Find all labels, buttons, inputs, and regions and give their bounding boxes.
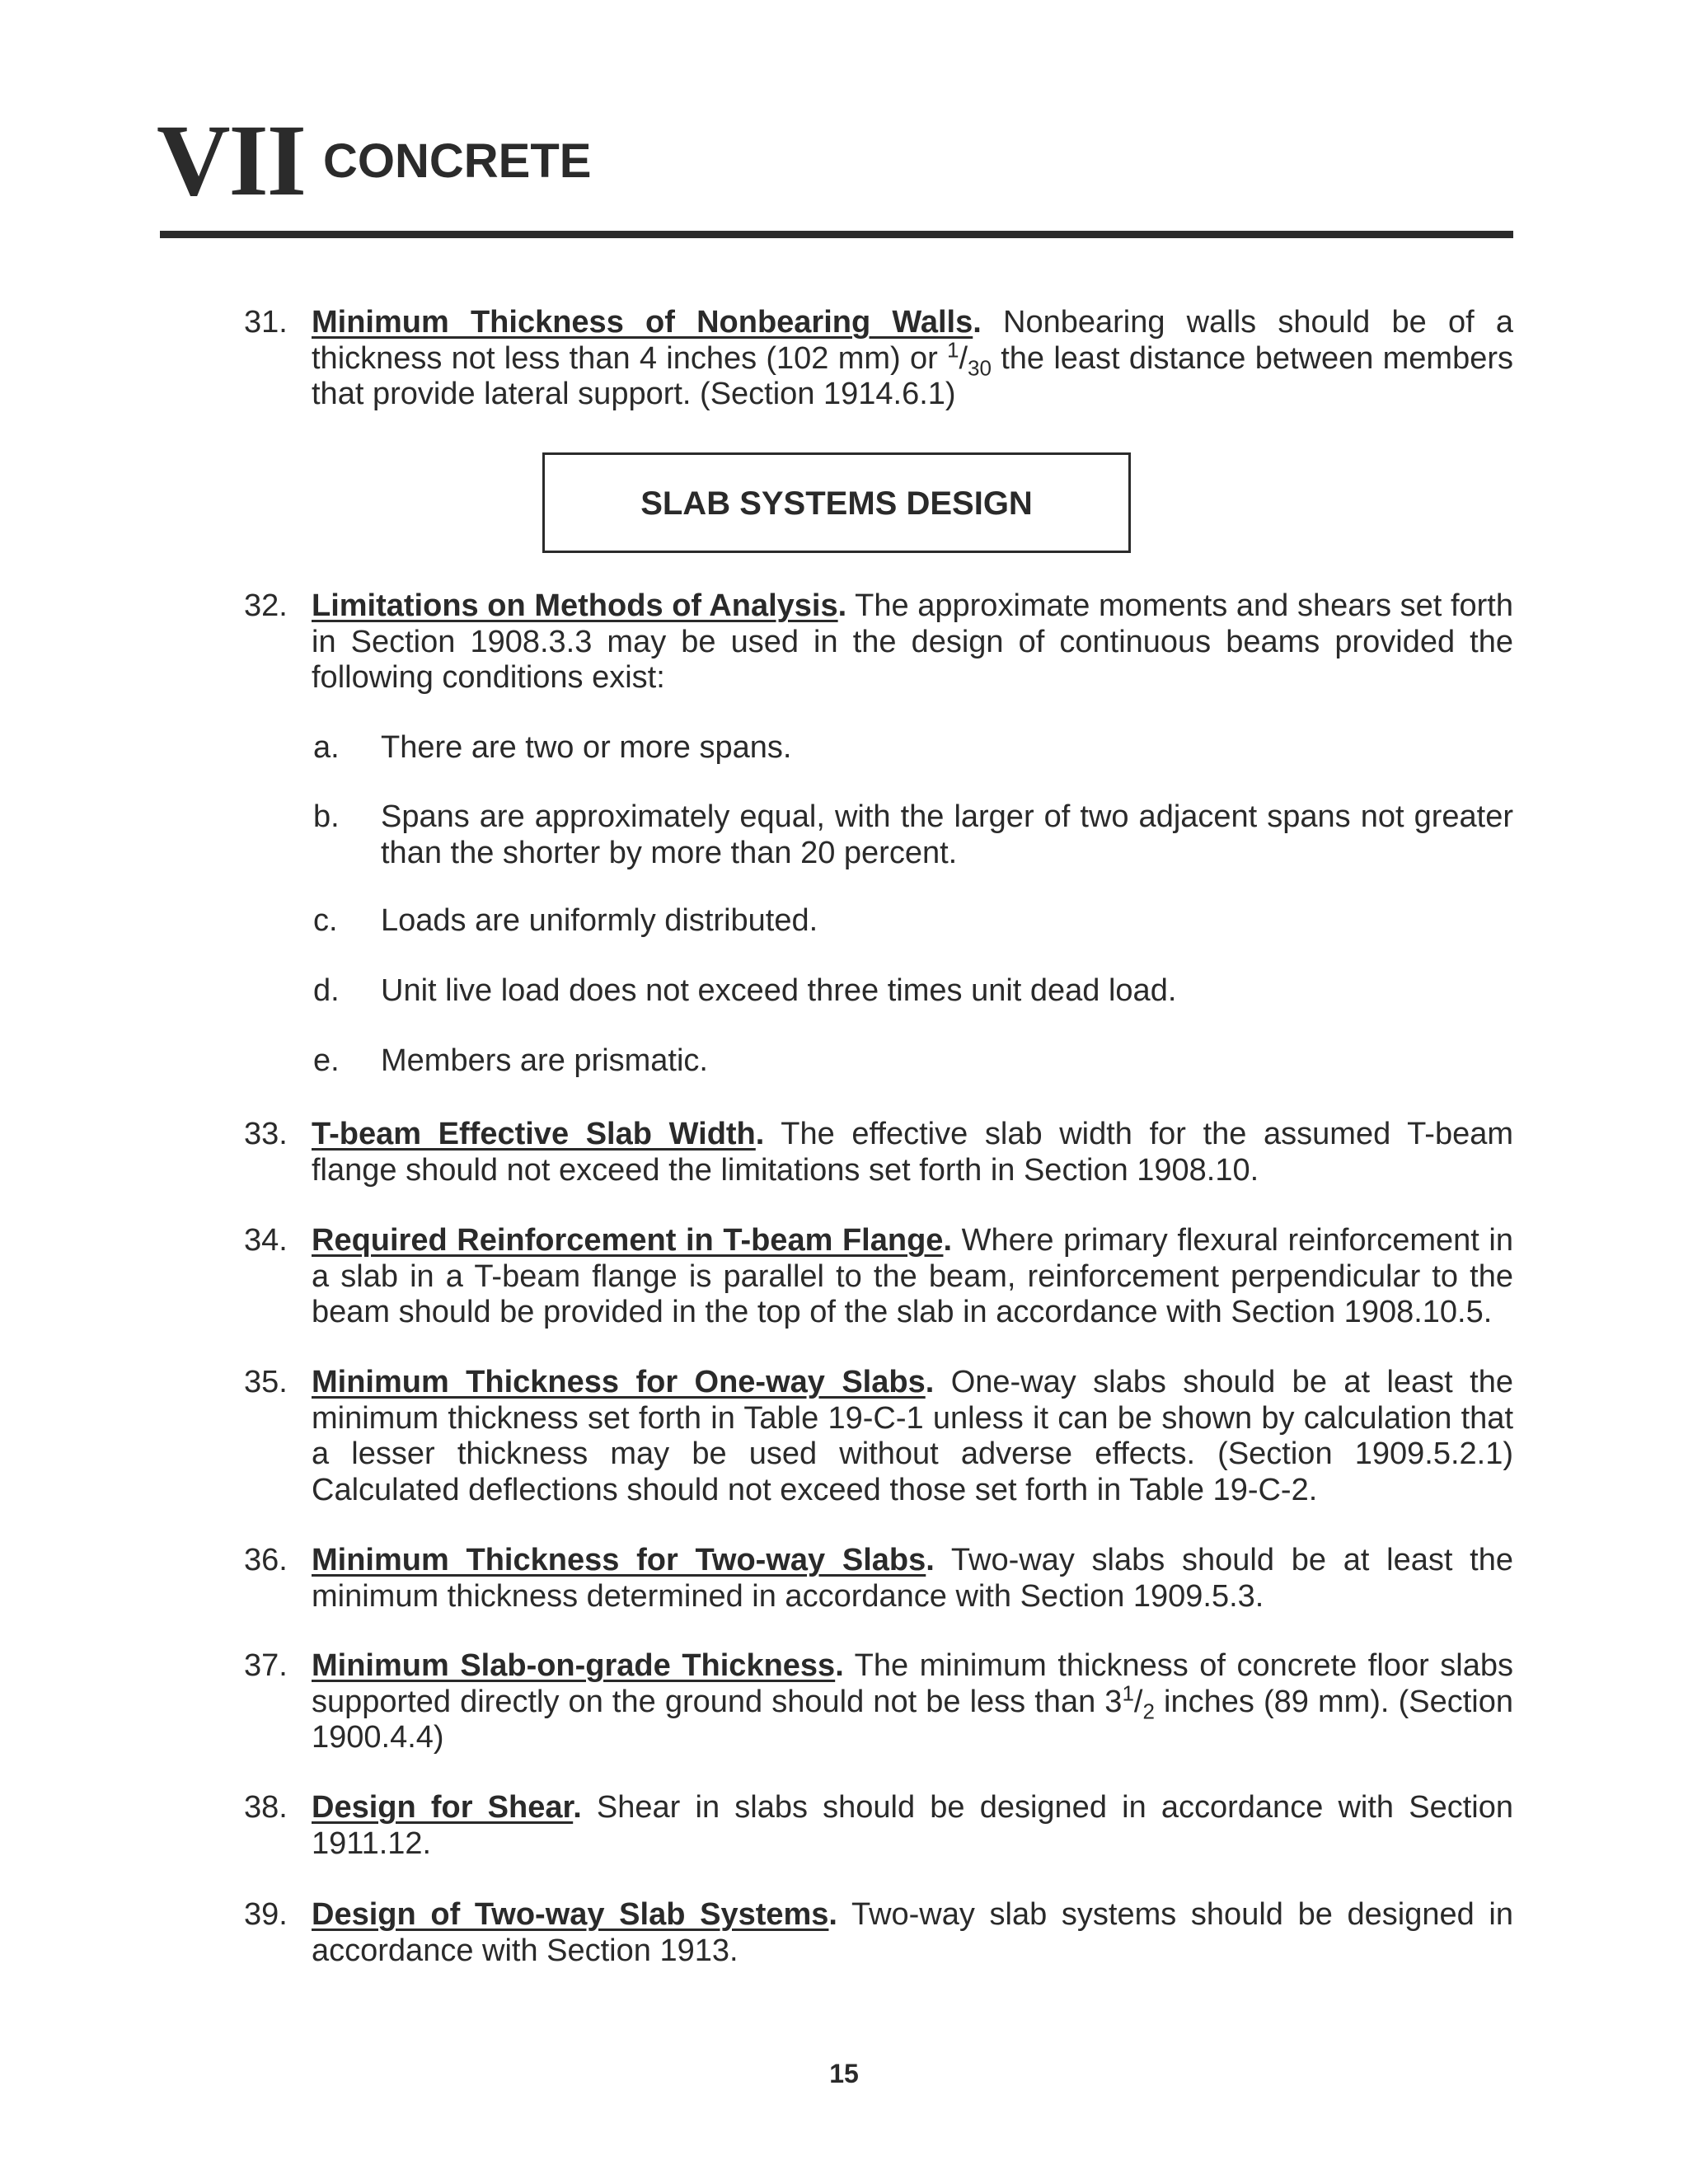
chapter-title: CONCRETE [323,134,592,188]
item-heading: Design of Two-way Slab Systems [312,1897,829,1932]
item-text: The effective slab width for the assumed T-beam flange should not exceed the limitations set forth in Section 1908.10. [312,1117,1513,1188]
condition-item [313,730,1513,766]
item-text: Shear in slabs should be designed in accordance with Section 1911.12. [312,1790,1513,1861]
list-item-38: 38. Design for Shear. Shear in slabs should be designed in accordance with Section 1911.12. [244,1790,1513,1861]
item-text: Two-way slab systems should be designed in accordance with Section 1913. [312,1897,1513,1968]
item-text: One-way slabs should be at least the minimum thickness set forth in Table 19-C-1 unless it can be shown by calculation that a lesser thickness may be used without adverse effects. (Section 1909.5.2.1) Calculated deflections should not exceed those set forth in Table 19-C-2. [312,1365,1513,1507]
item-text: Where primary flexural reinforcement in a slab in a T-beam flange is parallel to the beam, reinforcement perpendicular to the beam should be provided in the top of the slab in accordance with Section 1908.10.5. [312,1223,1514,1329]
list-item-33: 33. T-beam Effective Slab Width. The effective slab width for the assumed T-beam flange should not exceed the limitations set forth in Section 1908.10. [244,1117,1513,1188]
item-text: inches (89 mm). (Section 1900.4.4) [312,1684,1513,1755]
item-heading: Minimum Thickness for One-way Slabs [312,1365,926,1399]
condition-text: Unit live load does not exceed three times unit dead load. [381,973,1177,1008]
condition-letter: b. [313,799,340,834]
item-heading: Design for Shear [312,1790,574,1825]
condition-text: Members are prismatic. [381,1043,708,1078]
item-text: the least distance between members that provide lateral support. (Section 1914.6.1) [312,340,1513,411]
fraction-denominator: 30 [968,355,992,381]
condition-letter: e. [313,1043,340,1078]
chapter-header [157,104,1517,217]
condition-text: There are two or more spans. [381,730,792,765]
list-item-37: 37. Minimum Slab-on-grade Thickness. The minimum thickness of concrete floor slabs supported directly on the ground should not be less than $3^1/_2$ inches (89 mm). (Section 1900.4.4) [244,1648,1513,1755]
header-rule [160,231,1513,238]
item-heading: T-beam Effective Slab Width [312,1117,756,1151]
item-text: Nonbearing walls should be of a thickness not less than 4 inches (102 mm) or [312,305,1513,376]
condition-text: Spans are approximately equal, with the larger of two adjacent spans not greater than the shorter by more than 20 percent. [381,799,1513,870]
item-text: The minimum thickness of concrete floor slabs supported directly on the ground should not be less than 3 [312,1648,1513,1719]
chapter-number: VII [157,104,306,217]
item-heading: Minimum Thickness for Two-way Slabs [312,1543,926,1577]
fraction-numerator: 1 [947,336,959,362]
condition-letter: d. [313,973,340,1008]
list-item-36: 36. Minimum Thickness for Two-way Slabs. Two-way slabs should be at least the minimum thickness determined in accordance with Section 1909.5.3. [244,1543,1513,1614]
item-number: 31. [244,305,288,340]
condition-text: Loads are uniformly distributed. [381,903,818,938]
list-item-35: 35. Minimum Thickness for One-way Slabs. One-way slabs should be at least the minimum thickness set forth in Table 19-C-1 unless it can be shown by calculation that a lesser thickness may be used without adverse effects. (Section 1909.5.2.1) Calculated deflections should not exceed those set forth in Table 19-C-2. [244,1365,1513,1507]
item-heading: Minimum Thickness of Nonbearing Walls [312,305,973,340]
item-number: 33. [244,1117,288,1151]
item-heading: Minimum Slab-on-grade Thickness [312,1648,836,1683]
condition-letter: c. [313,903,338,938]
item-heading: Limitations on Methods of Analysis [312,588,838,623]
condition-item [313,799,1513,871]
item-number: 32. [244,588,288,623]
list-item-32: 32. Limitations on Methods of Analysis. The approximate moments and shears set forth in Section 1908.3.3 may be used in the design of continuous beams provided the following conditions exist: [244,588,1513,695]
item-number: 39. [244,1897,288,1932]
fraction-denominator: 2 [1142,1699,1155,1724]
condition-item [313,903,1513,940]
list-item-34: 34. Required Reinforcement in T-beam Flange. Where primary flexural reinforcement in a slab in a T-beam flange is parallel to the beam, reinforcement perpendicular to the beam should be provided in the top of the slab in accordance with Section 1908.10.5. [244,1223,1514,1329]
item-number: 34. [244,1223,288,1258]
item-text: Two-way slabs should be at least the minimum thickness determined in accordance with Section 1909.5.3. [312,1543,1513,1614]
condition-item [313,1043,1513,1080]
item-number: 38. [244,1790,288,1825]
list-item-39: 39. Design of Two-way Slab Systems. Two-way slab systems should be designed in accordance with Section 1913. [244,1897,1513,1968]
section-heading-box [542,452,1131,553]
item-number: 35. [244,1365,288,1399]
page-number: 15 [829,2059,859,2088]
item-number: 36. [244,1543,288,1577]
section-heading: SLAB SYSTEMS DESIGN [640,485,1033,522]
item-text: The approximate moments and shears set forth in Section 1908.3.3 may be used in the design of continuous beams provided the following conditions exist: [312,588,1513,695]
condition-letter: a. [313,730,340,765]
fraction-numerator: 1 [1122,1680,1134,1705]
condition-item [313,973,1513,1010]
item-number: 37. [244,1648,288,1683]
item-heading: Required Reinforcement in T-beam Flange [312,1223,944,1258]
list-item-31: 31. Minimum Thickness of Nonbearing Walls. Nonbearing walls should be of a thickness not less than 4 inches (102 mm) or $^1/_{30}$ the least distance between members that provide lateral support. (Section 1914.6.1) [244,305,1513,411]
